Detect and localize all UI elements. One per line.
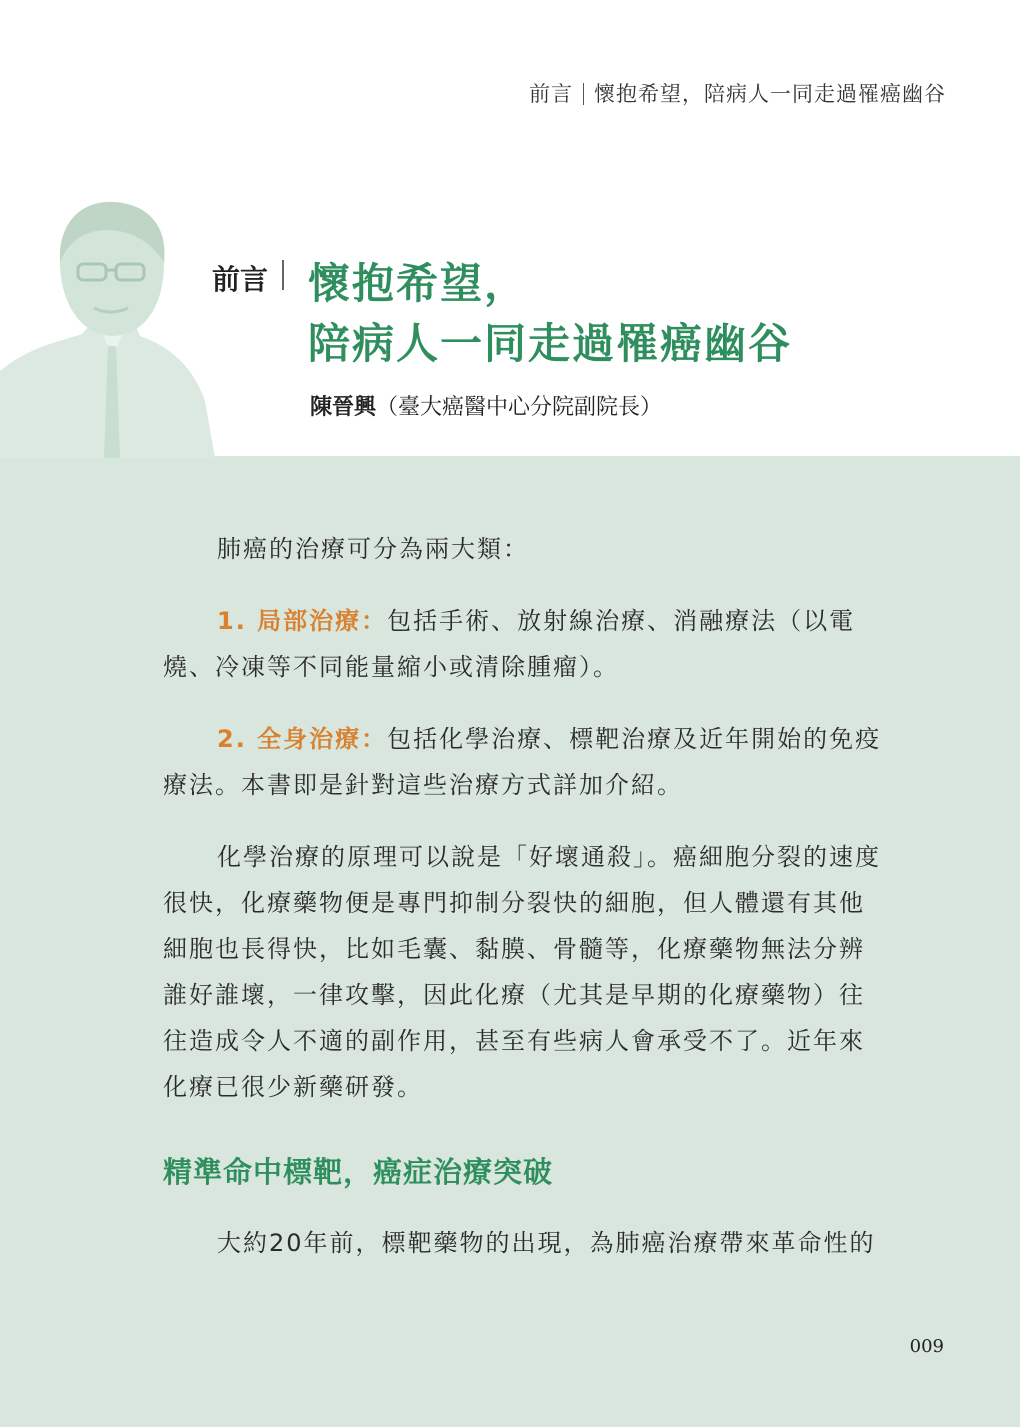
author-portrait	[0, 196, 215, 458]
author-affiliation: （臺大癌醫中心分院副院長）	[376, 395, 663, 420]
chapter-label-divider	[282, 260, 284, 290]
running-header	[529, 78, 946, 108]
list-item-systemic-treatment	[163, 716, 885, 808]
author-byline	[310, 390, 662, 421]
page-number: 009	[909, 1336, 944, 1357]
chapter-title-line-1: 懷抱希望，	[308, 259, 529, 308]
chemo-paragraph: 化學治療的原理可以說是「好壞通殺」。癌細胞分裂的速度很快，化療藥物便是專門抑制分裂快的細胞，但人體還有其他細胞也長得快，比如毛囊、黏膜、骨髓等，化療藥物無法分辨誰好誰壞，一律攻擊，因此化療（尤其是早期的化療藥物）往往造成令人不適的副作用，甚至有些病人會承受不了。近年來化療已很少新藥研發。	[163, 843, 881, 1101]
list-item-text: 包括化學治療、標靶治療及近年開始的免疫療法。本書即是針對這些治療方式詳加介紹。	[163, 725, 882, 799]
list-item-text: 包括手術、放射線治療、消融療法（以電燒、冷凍等不同能量縮小或清除腫瘤）。	[163, 607, 856, 681]
section-heading: 精準命中標靶，癌症治療突破	[163, 1155, 554, 1189]
chapter-label: 前言	[212, 263, 269, 296]
list-item-label: 2. 全身治療：	[217, 725, 388, 753]
running-header-section: 前言	[529, 82, 573, 106]
targeted-therapy-paragraph: 大約20年前，標靶藥物的出現，為肺癌治療帶來革命性的	[217, 1229, 876, 1257]
intro-paragraph: 肺癌的治療可分為兩大類：	[217, 535, 529, 563]
author-name: 陳晉興	[310, 395, 377, 420]
list-item-label: 1. 局部治療：	[217, 607, 388, 635]
running-header-title: 懷抱希望，陪病人一同走過罹癌幽谷	[594, 82, 946, 106]
chapter-title	[308, 254, 792, 374]
list-item-local-treatment	[163, 598, 885, 690]
running-header-separator	[583, 83, 584, 105]
chapter-title-line-2: 陪病人一同走過罹癌幽谷	[308, 319, 793, 368]
